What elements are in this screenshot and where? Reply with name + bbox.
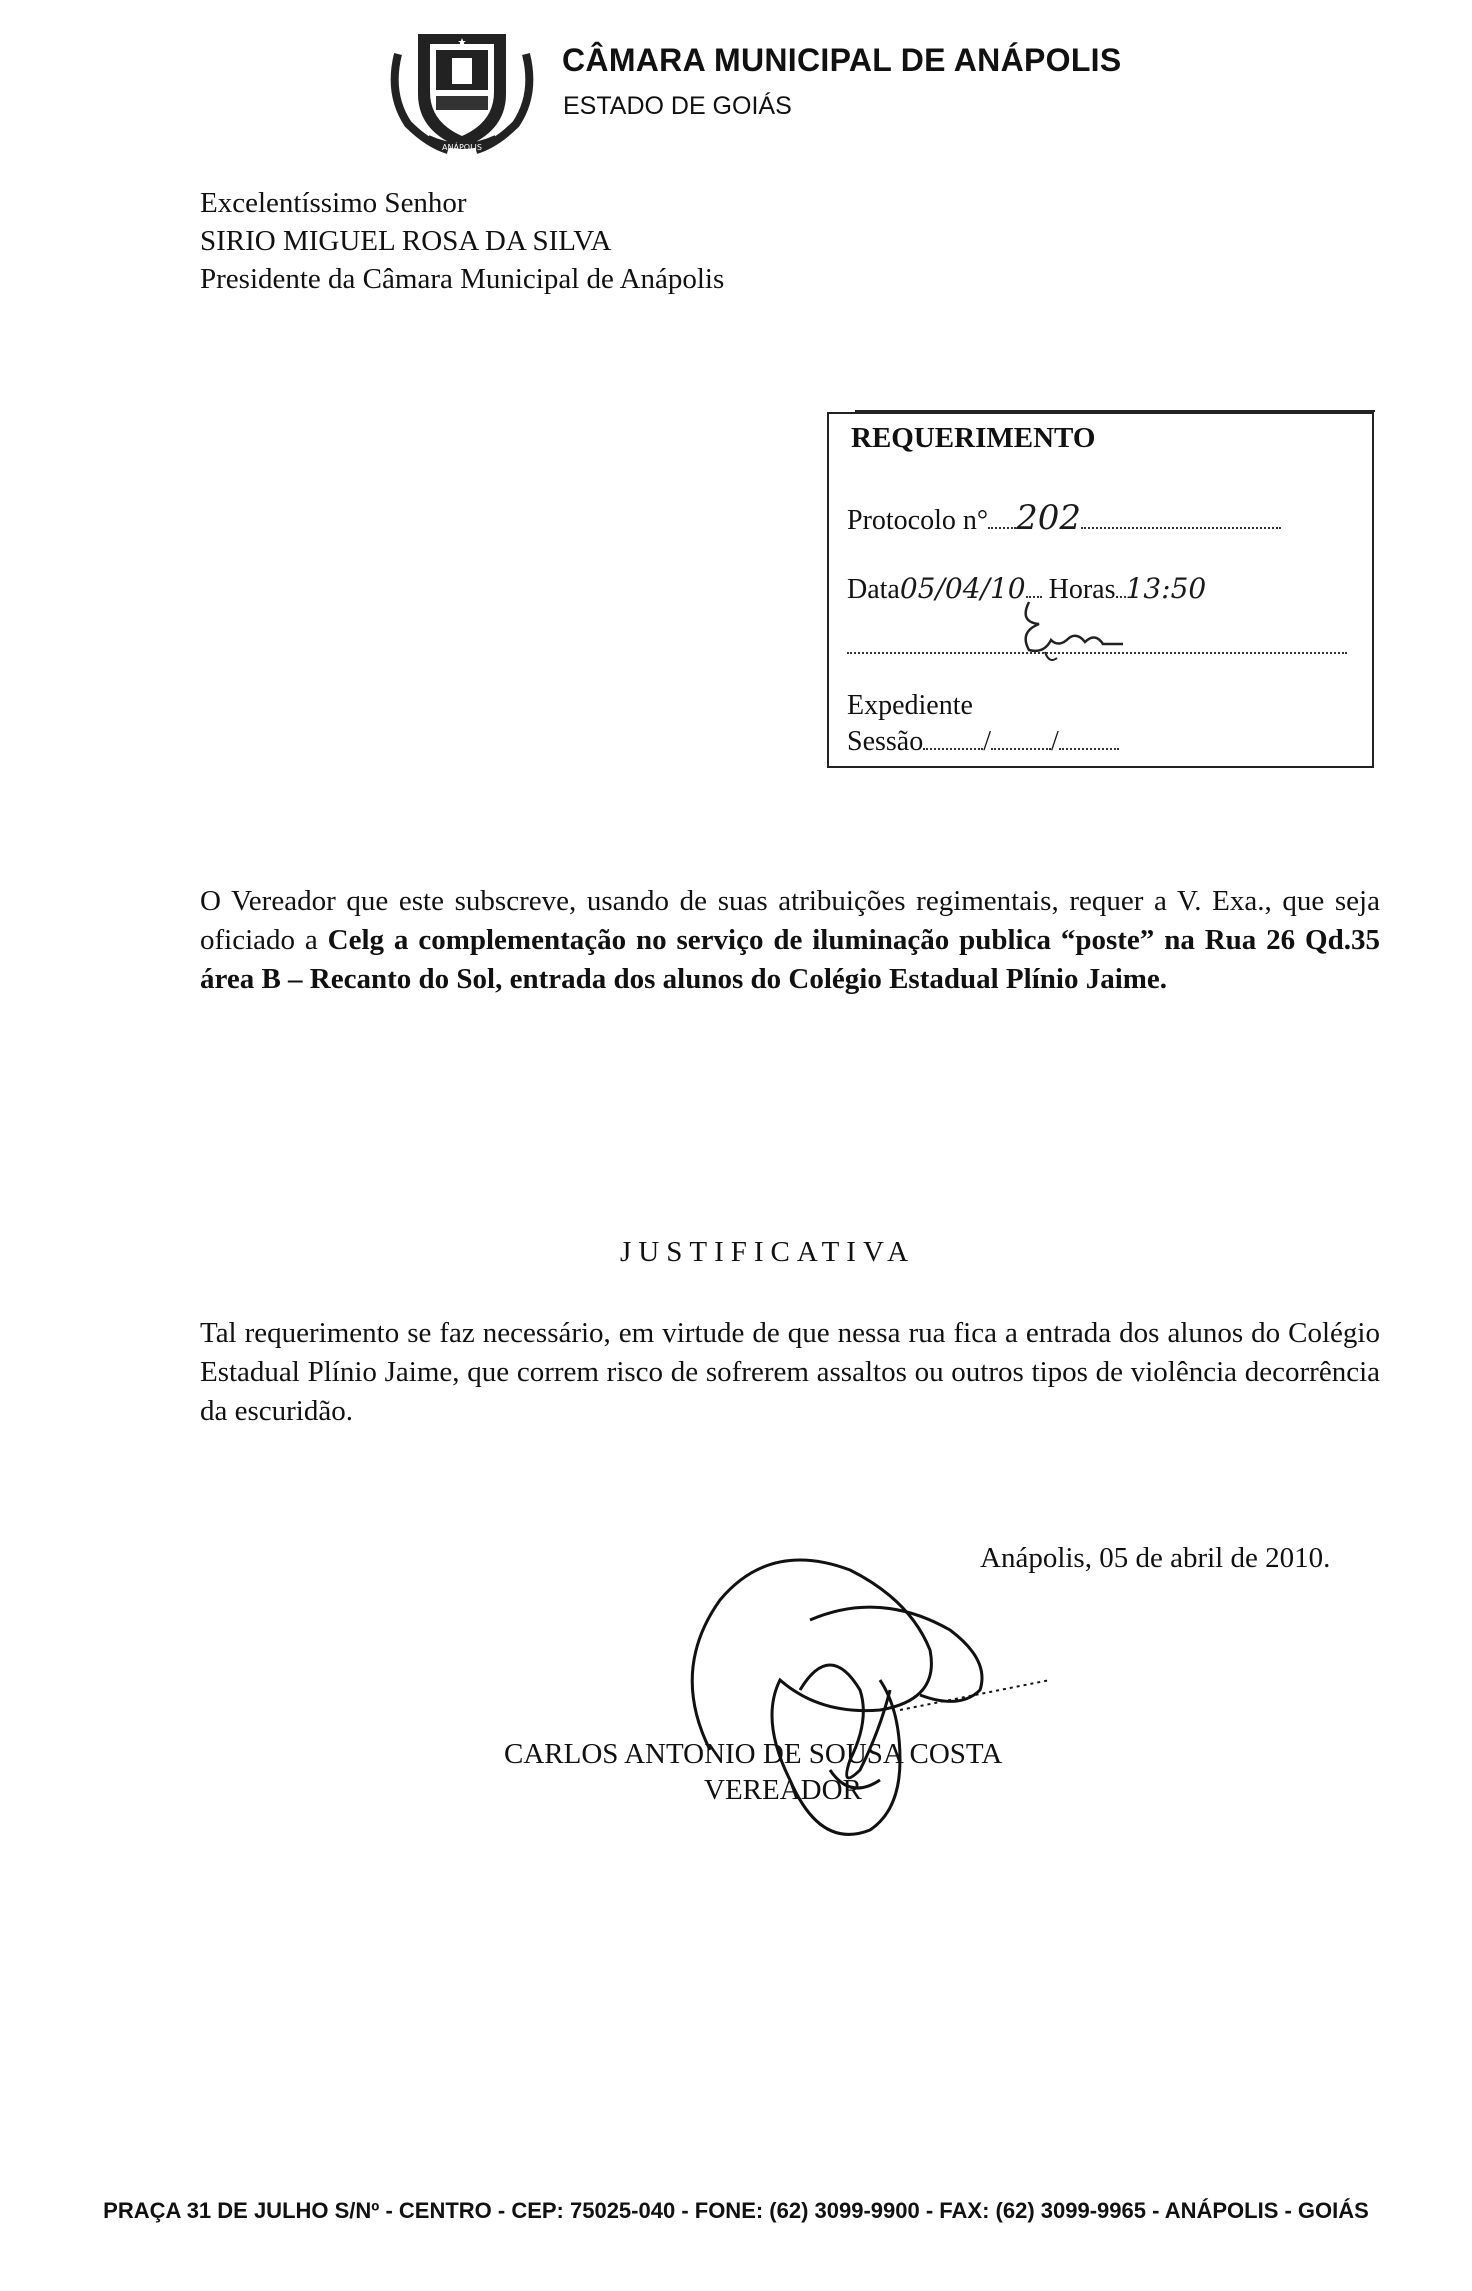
dotted-line bbox=[847, 652, 1347, 654]
state-name: ESTADO DE GOIÁS bbox=[563, 92, 792, 120]
date-value: 05/04/10 bbox=[899, 572, 1026, 605]
justification-paragraph: Tal requerimento se faz necessário, em virtude de que nessa rua fica a entrada dos alunos do Colégio Estadual Plínio Jaime, que correm risco de sofrerem assaltos ou outros tipos de violência decorrência da escuridão. bbox=[200, 1317, 1380, 1427]
signer-role: VEREADOR bbox=[704, 1774, 862, 1806]
hours-label: Horas bbox=[1048, 574, 1116, 605]
request-paragraph bbox=[200, 882, 1380, 999]
protocol-number: 202 bbox=[1016, 498, 1081, 538]
protocol-number-row bbox=[847, 498, 1281, 538]
protocol-initials-signature bbox=[999, 592, 1129, 672]
hours-value: 13:50 bbox=[1125, 572, 1207, 605]
request-intro: O Vereador que este subscreve, usando de suas atribuições regimentais, requer a V. Exa., que seja oficiado a bbox=[200, 885, 1380, 956]
request-subject: Celg a complementação no serviço de iluminação publica “poste” na Rua 26 Qd.35 área B – Recanto do Sol, entrada dos alunos do Colégio Estadual Plínio Jaime. bbox=[200, 924, 1380, 995]
addressee-name: SIRIO MIGUEL ROSA DA SILVA bbox=[200, 225, 612, 257]
expediente-label: Expediente bbox=[847, 690, 973, 721]
signer-name: CARLOS ANTONIO DE SOUSA COSTA bbox=[504, 1738, 1003, 1770]
place-date: Anápolis, 05 de abril de 2010. bbox=[980, 1542, 1331, 1574]
date-label: Data bbox=[847, 574, 900, 605]
salutation: Excelentíssimo Senhor bbox=[200, 187, 467, 219]
protocol-label: Protocolo n° bbox=[847, 505, 989, 536]
institution-name: CÂMARA MUNICIPAL DE ANÁPOLIS bbox=[562, 42, 1122, 78]
handwritten-signature bbox=[650, 1530, 1050, 1870]
protocol-box bbox=[827, 412, 1374, 768]
svg-text:ANÁPOLIS: ANÁPOLIS bbox=[442, 143, 482, 152]
sessao-row: Sessão / / bbox=[847, 726, 1119, 758]
coat-of-arms-icon bbox=[388, 14, 536, 156]
addressee-position: Presidente da Câmara Municipal de Anápolis bbox=[200, 263, 725, 295]
sessao-label: Sessão bbox=[847, 726, 924, 757]
protocol-box-title: REQUERIMENTO bbox=[851, 422, 1096, 454]
footer-address: PRAÇA 31 DE JULHO S/Nº - CENTRO - CEP: 75025-040 - FONE: (62) 3099-9900 - FAX: (62) 3099-9965 - ANÁPOLIS - GOIÁS bbox=[103, 2198, 1369, 2223]
addressee-block bbox=[200, 184, 724, 298]
justification-title: JUSTIFICATIVA bbox=[620, 1236, 916, 1268]
